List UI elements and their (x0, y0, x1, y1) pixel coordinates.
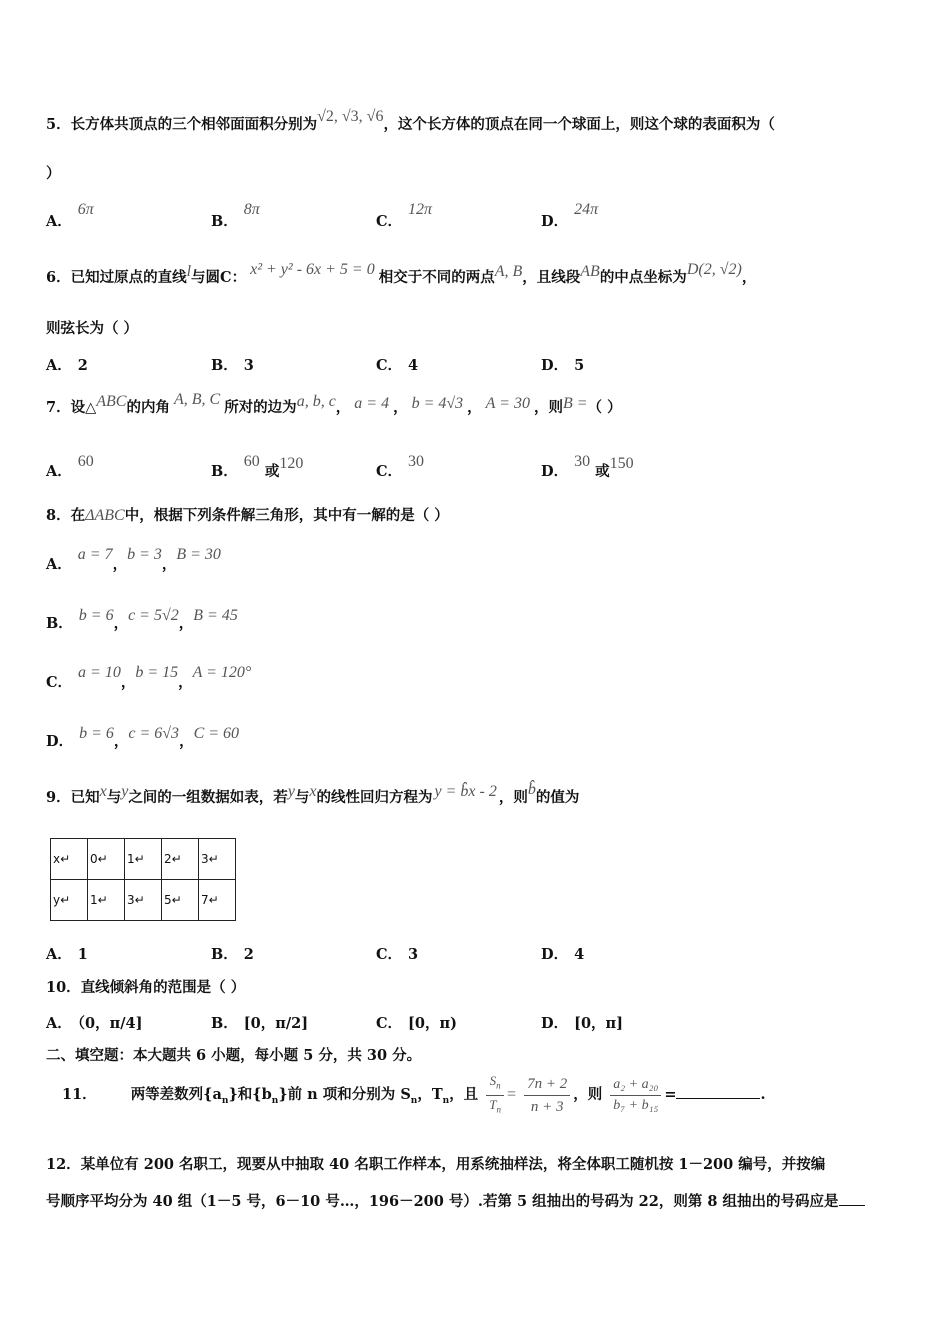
math-expression: √2, √3, √6 (317, 108, 384, 125)
fraction-terms: $\frac{\text{a₂ + a₂₀}}{\text{b₇ + b₁₅}}$ (610, 1075, 661, 1116)
math-expression: l (186, 263, 192, 280)
question-text: ，则 (498, 789, 528, 806)
question-text: 的线性回归方程为 (316, 789, 433, 806)
question-text: 设△ (70, 399, 97, 416)
table-cell: y↵ (51, 880, 88, 921)
question-text: ， (741, 269, 757, 286)
q10-option-d: D． [0，π] (541, 1015, 624, 1032)
question-text: 所对的边为 (224, 399, 297, 416)
question-text: 的值为 (535, 789, 580, 806)
q9-option-c: C． 3 (376, 946, 419, 963)
table-cell: x↵ (51, 839, 88, 880)
q10-option-c: C． [0，π) (376, 1015, 457, 1032)
question-6 (46, 261, 757, 289)
q9-option-a: A． 1 (46, 946, 88, 963)
q6-option-b: B． 3 (211, 357, 254, 374)
q7-option-a: A．60 (46, 453, 94, 480)
math-expression: a, b, c (296, 393, 336, 410)
table-row (51, 880, 236, 921)
math-expression: y (121, 783, 129, 800)
math-expression: ABC (96, 393, 127, 410)
question-text: 与 (106, 789, 122, 806)
answer-blank[interactable] (839, 1191, 865, 1206)
q6-option-d: D． 5 (541, 357, 585, 374)
q8-option-c: C．a = 10，b = 15，A = 120° (46, 664, 252, 691)
question-number: 10． (46, 979, 81, 996)
question-6-line2: 则弦长为（ ） (46, 320, 139, 337)
math-expression: y = b̂x - 2 (434, 783, 497, 800)
table-cell: 2↵ (162, 839, 199, 880)
question-number: 8． (46, 507, 71, 524)
question-text: ，则 (533, 399, 563, 416)
math-expression: AB (580, 263, 600, 280)
q10-option-b: B． [0，π/2] (211, 1015, 309, 1032)
fraction-s-over-t: $\frac{S_n}{T_n}$ (486, 1072, 504, 1118)
question-number: 6． (46, 269, 71, 286)
question-text: 某单位有 200 名职工，现要从中抽取 40 名职工作样本，用系统抽样法，将全体职工随机按 1－200 编号，并按编 (80, 1156, 826, 1173)
question-text: 与圆C： (191, 269, 247, 286)
table-cell: 0↵ (88, 839, 125, 880)
table-cell: 7↵ (199, 880, 236, 921)
math-expression: x (309, 783, 317, 800)
table-cell: 5↵ (162, 880, 199, 921)
question-5-close: ） (46, 165, 61, 182)
question-9 (46, 781, 580, 809)
q8-option-b: B． b = 6，c = 5√2，B = 45 (46, 607, 238, 632)
math-expression: b̂ (527, 781, 536, 798)
q5-option-c: C．12π (376, 201, 433, 230)
math-expression: x² + y² - 6x + 5 = 0 (250, 261, 375, 278)
math-expression: ΔABC (85, 507, 125, 524)
question-number: 5． (46, 116, 71, 133)
math-expression: A = 30 (485, 395, 530, 412)
math-expression: a = 4 (354, 395, 390, 412)
question-text: 长方体共顶点的三个相邻面面积分别为 (70, 116, 318, 133)
question-text: （ ） (587, 399, 622, 416)
math-expression: A, B, C (173, 391, 221, 408)
question-7: 7．设△ABC的内角 A, B, C 所对的边为a, b, c， a = 4 ， b = 4√3 ， A = 30 ，则B =（ ） (46, 391, 622, 416)
question-text: 直线倾斜角的范围是（ ） (80, 979, 246, 996)
question-text: 在 (70, 507, 86, 524)
math-expression: D(2, √2) (686, 261, 742, 278)
question-11: 11． 两等差数列$\{a_n\}$和$\{b_n\}$前 n 项和分别为 $S_n$，$T_n$，且 $\frac{S_n}{T_n}$ = $\frac{7n + 2}{n + 3}$ ，则 $\frac{\text{a₂ + a₂₀}}{\text{b₇ + b₁₅}}$ = . (62, 1072, 766, 1123)
q7-option-c: C．30 (376, 453, 425, 480)
data-table (50, 838, 236, 921)
section-title: 二、填空题：本大题共 6 小题，每小题 5 分，共 30 分。 (46, 1047, 422, 1064)
question-text: 的中点坐标为 (599, 269, 687, 286)
q10-option-a: A． （0，π/4] (46, 1015, 143, 1032)
q8-option-d: D． b = 6，c = 6√3，C = 60 (46, 725, 240, 750)
answer-blank[interactable] (676, 1084, 760, 1099)
question-text: 两等差数列{a (130, 1086, 222, 1104)
question-text: ，且线段 (522, 269, 581, 286)
table-cell: 3↵ (125, 880, 162, 921)
question-text: 号顺序平均分为 40 组（1－5 号，6－10 号…，196－200 号）.若第 5 组抽出的号码为 22，则第 8 组抽出的号码应是 (46, 1193, 839, 1210)
math-expression: y (287, 783, 295, 800)
table-row (51, 839, 236, 880)
question-text: 已知 (70, 789, 100, 806)
question-text: 中，根据下列条件解三角形，其中有一解的是（ ） (124, 507, 449, 524)
q7-option-b: B．60 或120 (211, 453, 304, 480)
question-12-line2 (46, 1191, 865, 1213)
q7-option-d: D．30 或150 (541, 453, 634, 480)
question-text: ，这个长方体的顶点在同一个球面上，则这个球的表面积为（ (383, 116, 775, 133)
question-text: 相交于不同的两点 (378, 269, 495, 286)
question-5 (46, 108, 775, 136)
table-cell: 1↵ (88, 880, 125, 921)
q6-option-c: C． 4 (376, 357, 419, 374)
fraction-ratio: $\frac{7n + 2}{n + 3}$ (524, 1073, 570, 1118)
question-number: 11． (62, 1086, 97, 1104)
math-expression: B = (562, 395, 588, 412)
question-text: 的内角 (126, 399, 170, 416)
q5-option-b: B．8π (211, 201, 260, 230)
q9-option-b: B． 2 (211, 946, 254, 963)
question-10 (46, 977, 245, 999)
math-expression: x (99, 783, 107, 800)
q5-option-a: A．6π (46, 201, 94, 230)
q5-option-d: D．24π (541, 201, 599, 230)
question-text: 之间的一组数据如表，若 (128, 789, 288, 806)
q6-option-a: A． 2 (46, 357, 88, 374)
q9-option-d: D． 4 (541, 946, 585, 963)
table-cell: 1↵ (125, 839, 162, 880)
table-cell: 3↵ (199, 839, 236, 880)
question-12-line1 (46, 1154, 825, 1176)
question-text: 已知过原点的直线 (70, 269, 187, 286)
q8-option-a: A．a = 7，b = 3，B = 30 (46, 546, 221, 573)
math-expression: b = 4√3 (411, 395, 464, 412)
question-8 (46, 505, 449, 527)
math-expression: A, B (494, 263, 523, 280)
question-number: 9． (46, 789, 71, 806)
question-text: 与 (294, 789, 310, 806)
question-number: 12． (46, 1156, 81, 1173)
question-number: 7． (46, 399, 71, 416)
